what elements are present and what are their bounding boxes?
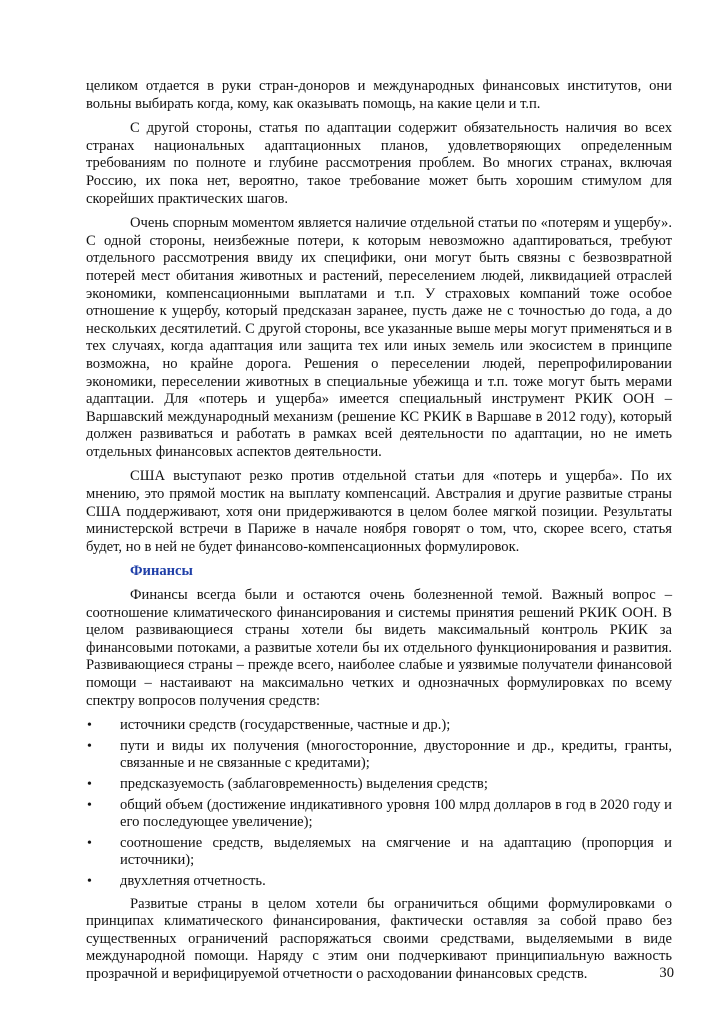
page-number: 30 [659,965,674,981]
paragraph-usa-position: США выступают резко против отдельной статьи для «потерь и ущерба». По их мнению, это прямой мостик на выплату компенсаций. Австралия и другие развитые страны США поддерживают, хотя они придерживаются в целом более мягкой позиции. Результаты министерской встречи в Париже в начале ноября говорят о том, что, скорее всего, статья будет, но в ней не будет финансово-компенсационных формулировок. [86,468,672,555]
list-item [86,776,672,794]
list-item [86,797,672,832]
paragraph-aid-distribution: целиком отдается в руки стран-доноров и международных финансовых институтов, они вольны выбирать когда, кому, как оказывать помощь, на какие цели и т.п. [86,78,672,112]
paragraph-finance-intro: Финансы всегда были и остаются очень болезненной темой. Важный вопрос – соотношение климатического финансирования и системы принятия решений РКИК ООН. В целом развивающиеся страны хотели бы видеть максимальный контроль РКИК за финансовыми потоками, а развитые хотели бы их отдельного функционирования и развития. Развивающиеся страны – прежде всего, наиболее слабые и уязвимые получатели финансовой помощи – настаивают на максимально четких и однозначных формулировках по всему спектру вопросов получения средств: [86,587,672,709]
list-item-text: источники средств (государственные, частные и др.); [120,717,451,734]
list-item-text: предсказуемость (заблаговременность) выделения средств; [120,775,488,792]
bullet-icon: • [87,718,92,734]
bullet-icon: • [87,797,92,813]
section-heading-finance: Финансы [130,563,193,580]
list-item-text: пути и виды их получения (многосторонние, двусторонние и др., кредиты, гранты, связанные и не связанные с кредитами); [120,737,672,772]
paragraph-loss-and-damage: Очень спорным моментом является наличие отдельной статьи по «потерям и ущербу». С одной стороны, неизбежные потери, к которым невозможно адаптироваться, требуют отдельного рассмотрения ввиду их специфики, они могут быть связны с безвозвратной потерей мест обитания животных и растений, переселением людей, ликвидацией отраслей экономики, компенсационными выплатами и т.п. У страховых компаний тоже особое отношение к ущербу, который предсказан заранее, пусть даже не с точностью до года, а до нескольких десятилетий. С другой стороны, все указанные выше меры могут применяться и в тех случаях, когда адаптация или защита тех или иных земель или экосистем в принципе возможна, но крайне дорога. Решения о переселении людей, перепрофилировании экономики, переселении животных в специальные убежища и т.п. тоже могут быть мерами адаптации. Для «потерь и ущерба» имеется специальный инструмент РКИК ООН – Варшавский международный механизм (решение КС РКИК в Варшаве в 2012 году), который должен развиваться и работать в рамках всей деятельности по адаптации, но не иметь отдельных финансовых аспектов деятельности. [86,215,672,460]
finance-requirements-list [86,717,672,890]
bullet-icon: • [87,738,92,754]
bullet-icon: • [87,835,92,851]
list-item [86,835,672,870]
list-item [86,717,672,735]
list-item-text: соотношение средств, выделяемых на смягчение и на адаптацию (пропорция и источники); [120,834,672,869]
document-page [86,78,672,991]
list-item-text: общий объем (достижение индикативного уровня 100 млрд долларов в год в 2020 году и его последующее увеличение); [120,796,672,831]
list-item [86,738,672,773]
bullet-icon: • [87,873,92,889]
bullet-icon: • [87,776,92,792]
list-item [86,873,672,891]
paragraph-developed-countries: Развитые страны в целом хотели бы ограничиться общими формулировками о принципах климатического финансирования, фактически оставляя за собой право без существенных ограничений распоряжаться своими средствами, выделяемыми в виде международной помощи. Наряду с этим они подчеркивают принципиальную важность прозрачной и верифицируемой отчетности о расходовании финансовых средств. [86,895,672,982]
list-item-text: двухлетняя отчетность. [120,872,266,889]
paragraph-national-adaptation-plans: С другой стороны, статья по адаптации содержит обязательность наличия во всех странах национальных адаптационных планов, удовлетворяющих определенным требованиям по полноте и глубине рассмотрения проблем. Во многих странах, включая Россию, их пока нет, вероятно, такое требование может быть хорошим стимулом для скорейших практических шагов. [86,120,672,207]
